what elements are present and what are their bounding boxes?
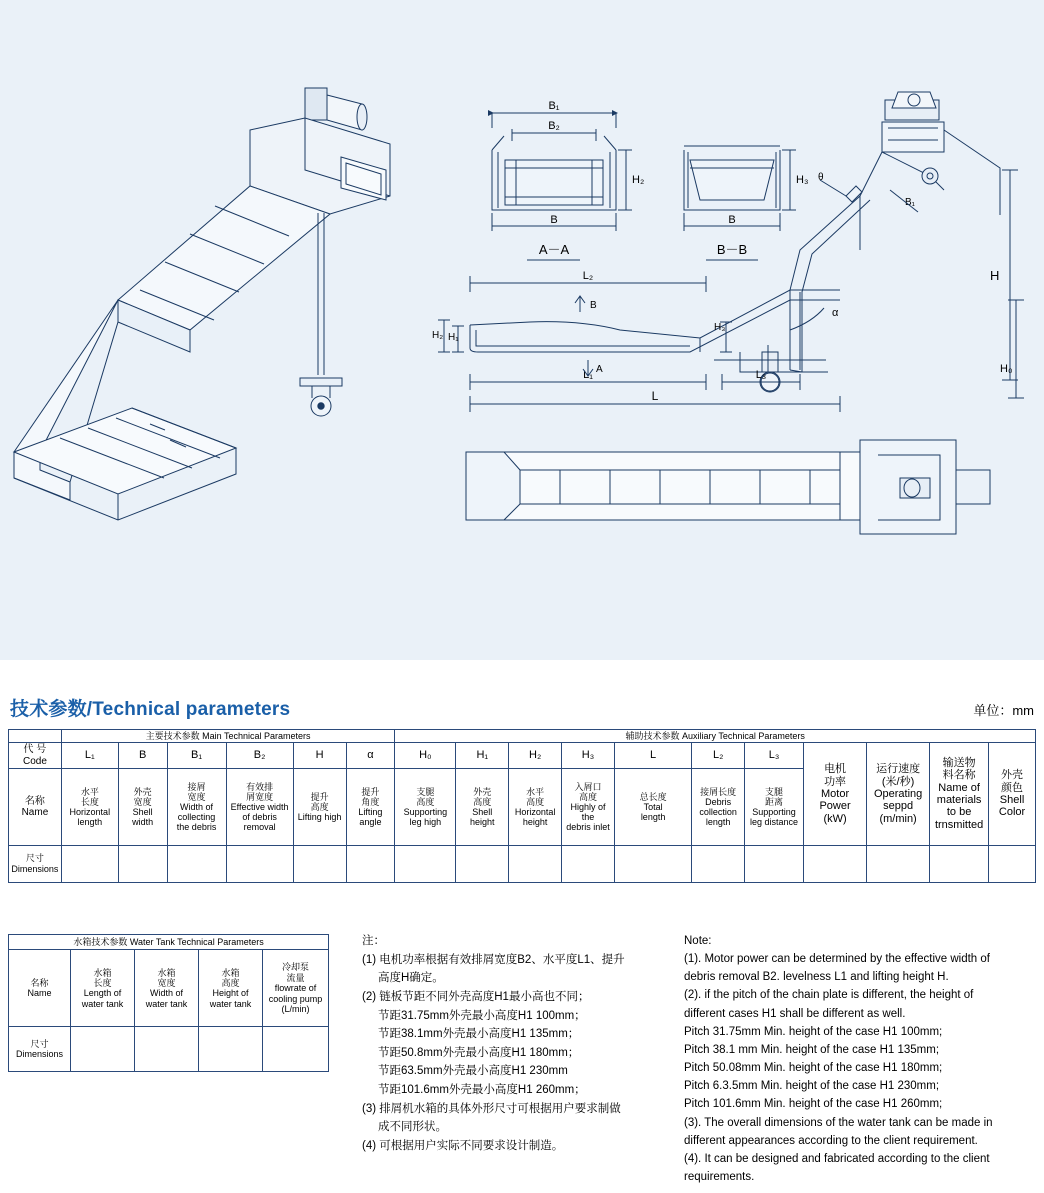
code-cell-h0: H₀ bbox=[395, 743, 456, 769]
side-elevation-drawing bbox=[432, 270, 840, 412]
name-cell-debris-inlet-height: 入屑口 高度 Highly of the debris inlet bbox=[562, 769, 615, 846]
notes-en-line-1: (1). Motor power can be determined by the effective width of bbox=[684, 953, 990, 966]
code-cell-h3: H₃ bbox=[562, 743, 615, 769]
svg-text:α: α bbox=[832, 307, 839, 319]
name-cell-horizontal-height: 水平 高度 Horizontal height bbox=[509, 769, 562, 846]
code-cell-l3: L₃ bbox=[745, 743, 804, 769]
notes-en-line-2: debris removal B2. levelness L1 and lifting height H. bbox=[684, 971, 949, 984]
svg-text:A: A bbox=[596, 364, 603, 375]
notes-cn-line-1: (1) 电机功率根据有效排屑宽度B2、水平度L1、提升 bbox=[362, 953, 625, 966]
code-cell-alpha: α bbox=[346, 743, 395, 769]
code-cell-b: B bbox=[118, 743, 167, 769]
dim-cell-material[interactable] bbox=[930, 846, 989, 883]
water-tank-title: 水箱技术参数 Water Tank Technical Parameters bbox=[9, 935, 329, 950]
code-cell-h2: H₂ bbox=[509, 743, 562, 769]
isometric-conveyor-drawing bbox=[14, 88, 390, 520]
notes-cn-line-3: (2) 链板节距不同外壳高度H1最小高也不同； bbox=[362, 990, 590, 1003]
svg-text:L₁: L₁ bbox=[583, 369, 593, 381]
code-cell-b1: B₁ bbox=[167, 743, 226, 769]
dim-cell-motor-power[interactable] bbox=[804, 846, 867, 883]
name-cell-supporting-leg-distance: 支腿 距离 Supporting leg distance bbox=[745, 769, 804, 846]
notes-cn-title: 注： bbox=[362, 935, 385, 947]
water-tank-dimensions-row bbox=[9, 1027, 329, 1072]
name-cell-lifting-angle: 提升 角度 Lifting angle bbox=[346, 769, 395, 846]
notes-cn-line-11: (4) 可根据用户实际不同要求设计制造。 bbox=[362, 1139, 564, 1152]
code-cell-h: H bbox=[293, 743, 346, 769]
svg-text:B₁: B₁ bbox=[905, 197, 916, 208]
notes-en-line-4: different cases H1 shall be different as well. bbox=[684, 1007, 906, 1020]
notes-en-line-5: Pitch 31.75mm Min. height of the case H1 100mm; bbox=[684, 1025, 943, 1038]
svg-text:A－A: A－A bbox=[538, 242, 570, 257]
notes-cn-line-5: 节距38.1mm外壳最小高度H1 135mm； bbox=[378, 1028, 580, 1041]
table-group-header-row bbox=[9, 730, 1036, 743]
section-aa-drawing bbox=[492, 100, 644, 260]
table-code-row bbox=[9, 743, 1036, 769]
name-cell-lifting-high: 提升 高度 Lifting high bbox=[293, 769, 346, 846]
svg-text:B₁: B₁ bbox=[548, 100, 560, 112]
notes-en-line-6: Pitch 38.1 mm Min. height of the case H1 135mm; bbox=[684, 1043, 940, 1056]
row-label-code: 代 号 Code bbox=[9, 743, 62, 769]
dim-cell-h[interactable] bbox=[293, 846, 346, 883]
water-tank-header-row bbox=[9, 935, 329, 950]
wt-row-label-dimensions: 尺寸 Dimensions bbox=[9, 1027, 71, 1072]
notes-chinese bbox=[362, 932, 662, 1156]
dim-cell-l3[interactable] bbox=[745, 846, 804, 883]
notes-en-line-9: Pitch 101.6mm Min. height of the case H1 260mm; bbox=[684, 1098, 943, 1111]
wt-col-length: 水箱 长度 Length of water tank bbox=[71, 950, 135, 1027]
dim-cell-l2[interactable] bbox=[692, 846, 745, 883]
dim-cell-alpha[interactable] bbox=[346, 846, 395, 883]
name-cell-shell-color: 外壳 颜色 Shell Color bbox=[989, 743, 1036, 846]
section-bb-drawing bbox=[684, 146, 808, 260]
svg-text:θ: θ bbox=[818, 172, 824, 183]
notes-en-line-13: requirements. bbox=[684, 1171, 755, 1184]
wt-dim-height[interactable] bbox=[199, 1027, 263, 1072]
dim-cell-h3[interactable] bbox=[562, 846, 615, 883]
svg-text:L: L bbox=[651, 389, 659, 403]
name-cell-collecting-width: 接屑 宽度 Width of collecting the debris bbox=[167, 769, 226, 846]
notes-en-line-8: Pitch 6.3.5mm Min. height of the case H1 230mm; bbox=[684, 1080, 940, 1093]
name-cell-operating-speed: 运行速度 (米/秒) Operating seppd (m/min) bbox=[867, 743, 930, 846]
group-main-header: 主要技术参数 Main Technical Parameters bbox=[61, 730, 395, 743]
page-title: 技术参数/Technical parameters bbox=[10, 699, 291, 720]
name-cell-material: 输送物 料名称 Name of materials to be trnsmitted bbox=[930, 743, 989, 846]
svg-text:H₀: H₀ bbox=[1000, 363, 1013, 375]
dim-cell-shell-color[interactable] bbox=[989, 846, 1036, 883]
wt-dim-length[interactable] bbox=[71, 1027, 135, 1072]
code-cell-l1: L₁ bbox=[61, 743, 118, 769]
name-cell-horizontal-length: 水平 长度 Horizontal length bbox=[61, 769, 118, 846]
svg-text:B: B bbox=[550, 214, 558, 226]
code-cell-b2: B₂ bbox=[226, 743, 293, 769]
name-cell-shell-width: 外壳 宽度 Shell width bbox=[118, 769, 167, 846]
water-tank-table bbox=[8, 934, 329, 1072]
code-cell-h1: H₁ bbox=[456, 743, 509, 769]
notes-cn-line-10: 成不同形状。 bbox=[378, 1121, 447, 1134]
row-label-name: 名称 Name bbox=[9, 769, 62, 846]
notes-cn-line-7: 节距63.5mm外壳最小高度H1 230mm bbox=[378, 1065, 568, 1078]
notes-en-line-10: (3). The overall dimensions of the water tank can be made in bbox=[684, 1116, 993, 1129]
wt-dim-width[interactable] bbox=[135, 1027, 199, 1072]
right-isometric-drawing bbox=[714, 92, 1024, 398]
dim-cell-h1[interactable] bbox=[456, 846, 509, 883]
svg-text:H₁: H₁ bbox=[448, 332, 459, 343]
notes-en-title: Note: bbox=[684, 935, 712, 947]
dim-cell-speed[interactable] bbox=[867, 846, 930, 883]
svg-text:L₃: L₃ bbox=[755, 369, 767, 381]
svg-text:L₂: L₂ bbox=[582, 270, 594, 282]
name-cell-effective-width: 有效排 屑宽度 Effective width of debris removal bbox=[226, 769, 293, 846]
name-cell-supporting-leg-high: 支腿 高度 Supporting leg high bbox=[395, 769, 456, 846]
svg-text:H₂: H₂ bbox=[632, 174, 645, 186]
wt-dim-pump-flow[interactable] bbox=[263, 1027, 329, 1072]
notes-cn-line-6: 节距50.8mm外壳最小高度H1 180mm； bbox=[378, 1046, 580, 1059]
svg-text:B: B bbox=[728, 214, 736, 226]
name-cell-debris-collection-length: 接屑长度 Debris collection length bbox=[692, 769, 745, 846]
water-tank-name-row bbox=[9, 950, 329, 1027]
svg-text:B: B bbox=[590, 300, 597, 311]
dim-cell-b[interactable] bbox=[118, 846, 167, 883]
notes-cn-line-4: 节距31.75mm外壳最小高度H1 100mm； bbox=[378, 1009, 586, 1022]
notes-cn-line-8: 节距101.6mm外壳最小高度H1 260mm； bbox=[378, 1084, 586, 1096]
notes-en-line-11: different appearances according to the client requirement. bbox=[684, 1134, 978, 1147]
main-parameters-table bbox=[8, 729, 1036, 883]
main-parameters-table-wrapper bbox=[8, 729, 1036, 883]
dim-cell-h2[interactable] bbox=[509, 846, 562, 883]
svg-text:H₂: H₂ bbox=[432, 330, 444, 341]
wt-col-width: 水箱 宽度 Width of water tank bbox=[135, 950, 199, 1027]
unit-label: 单位：mm bbox=[973, 703, 1034, 718]
svg-text:H: H bbox=[990, 268, 1000, 283]
notes-en-line-12: (4). It can be designed and fabricated according to the client bbox=[684, 1152, 990, 1165]
name-cell-total-length: 总长度 Total length bbox=[614, 769, 691, 846]
water-tank-table-wrapper bbox=[8, 934, 328, 1072]
notes-en-line-7: Pitch 50.08mm Min. height of the case H1 180mm; bbox=[684, 1062, 943, 1075]
dim-cell-b2[interactable] bbox=[226, 846, 293, 883]
code-cell-l2: L₂ bbox=[692, 743, 745, 769]
row-label-dimensions: 尺寸 Dimensions bbox=[9, 846, 62, 883]
plan-view-drawing bbox=[466, 440, 990, 534]
dim-cell-h0[interactable] bbox=[395, 846, 456, 883]
wt-col-height: 水箱 高度 Height of water tank bbox=[199, 950, 263, 1027]
name-cell-shell-height: 外壳 高度 Shell height bbox=[456, 769, 509, 846]
notes-cn-line-9: (3) 排屑机水箱的具体外形尺寸可根据用户要求制做 bbox=[362, 1102, 621, 1115]
notes-en-line-3: (2). if the pitch of the chain plate is different, the height of bbox=[684, 989, 974, 1002]
svg-text:H₃: H₃ bbox=[714, 322, 726, 333]
notes-cn-line-2: 高度H确定。 bbox=[378, 972, 444, 985]
dim-cell-l1[interactable] bbox=[61, 846, 118, 883]
svg-text:H₃: H₃ bbox=[796, 174, 809, 186]
dim-cell-l[interactable] bbox=[614, 846, 691, 883]
wt-col-pump-flow: 冷却泵 流量 flowrate of cooling pump (L/min) bbox=[263, 950, 329, 1027]
dim-cell-b1[interactable] bbox=[167, 846, 226, 883]
group-aux-header: 辅助技术参数 Auxiliary Technical Parameters bbox=[395, 730, 1036, 743]
name-cell-motor-power: 电机 功率 Motor Power (kW) bbox=[804, 743, 867, 846]
svg-text:B－B: B－B bbox=[716, 242, 748, 257]
wt-row-label-name: 名称 Name bbox=[9, 950, 71, 1027]
code-cell-l: L bbox=[614, 743, 691, 769]
notes-english bbox=[684, 932, 1036, 1186]
svg-text:B₂: B₂ bbox=[548, 120, 560, 132]
table-dimensions-row bbox=[9, 846, 1036, 883]
